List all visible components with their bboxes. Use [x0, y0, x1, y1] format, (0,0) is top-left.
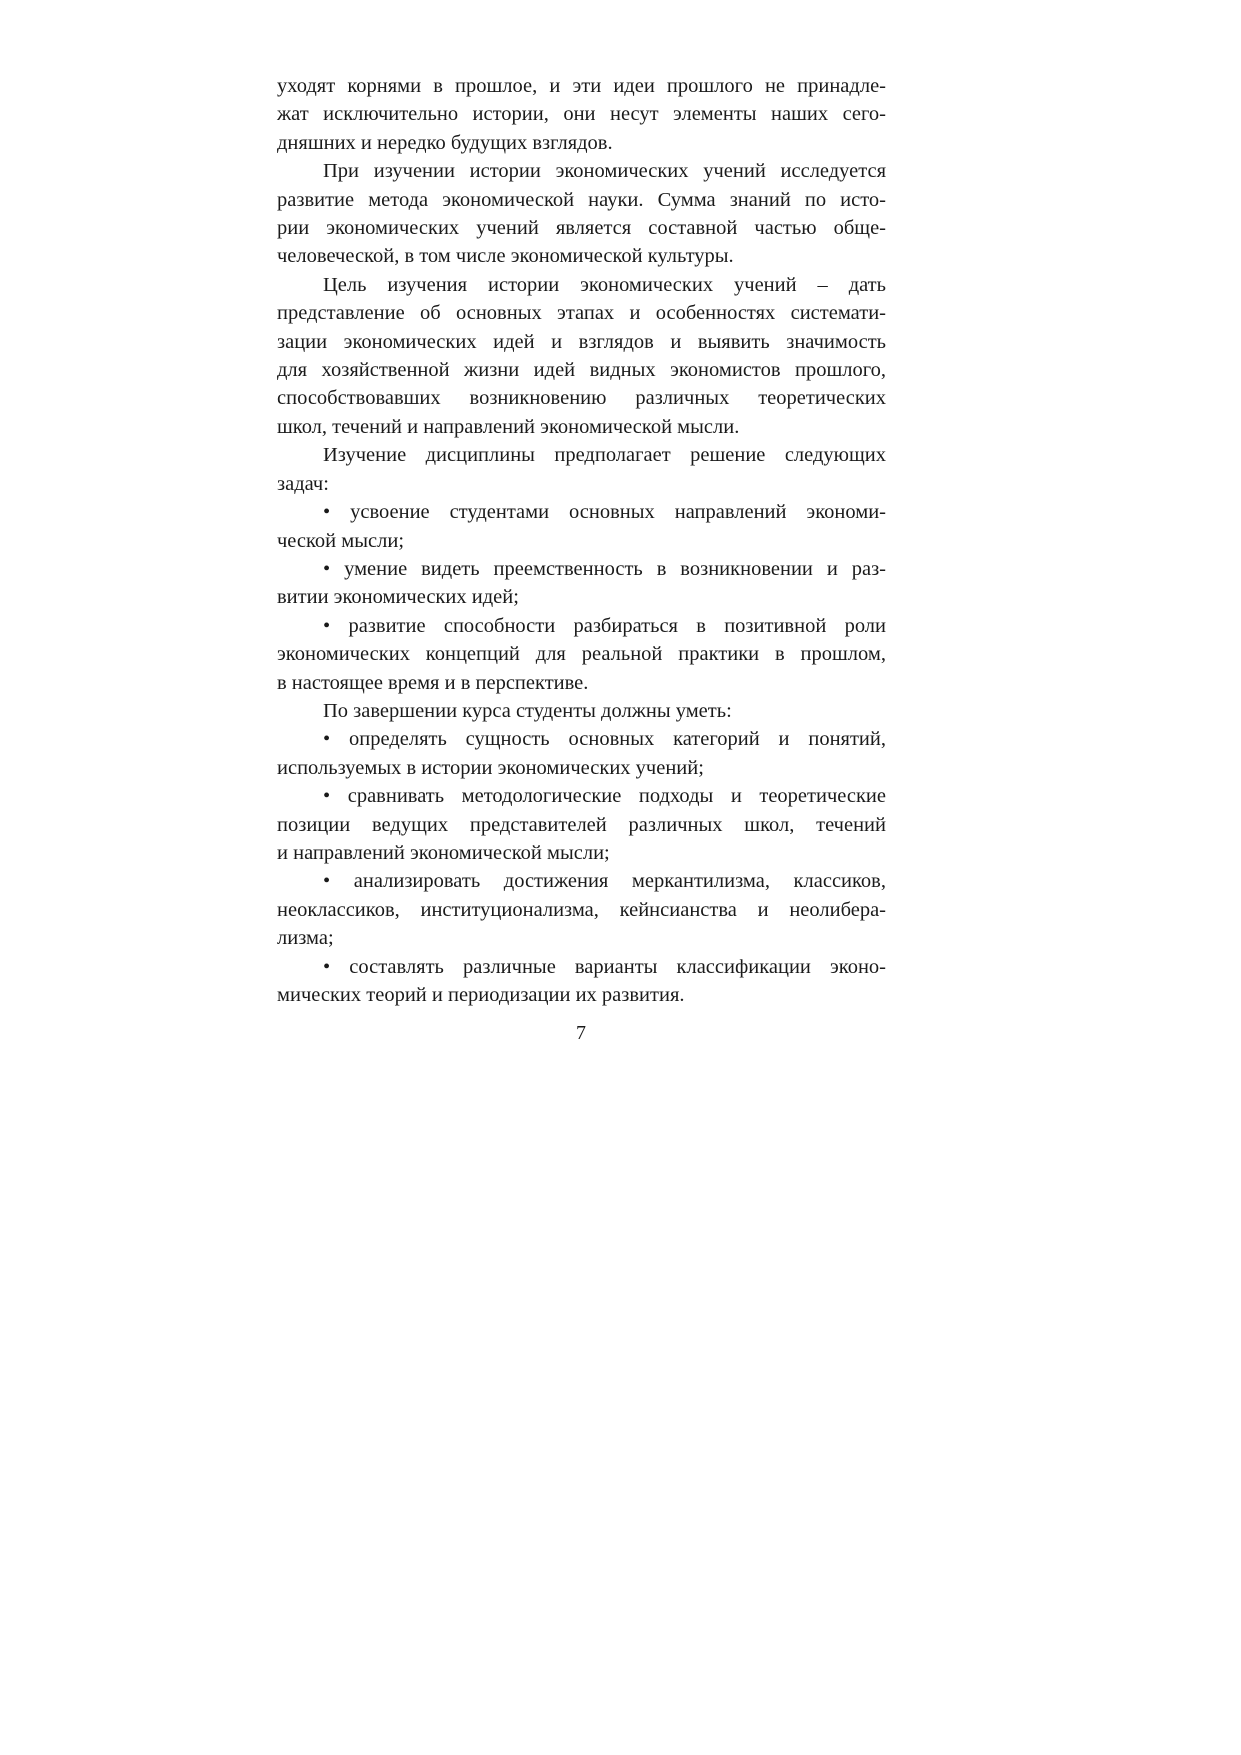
paragraph [277, 498, 886, 555]
page-number: 7 [576, 1022, 586, 1044]
paragraph [277, 72, 886, 157]
text-line: витии экономических идей; [277, 586, 519, 609]
paragraph [277, 782, 886, 867]
paragraph [277, 697, 886, 725]
body-text [277, 72, 886, 1009]
text-line: в настоящее время и в перспективе. [277, 671, 589, 694]
text-line: ческой мысли; [277, 529, 405, 552]
text-line: позиции ведущих представителей различных школ, течений [277, 813, 886, 836]
text-line: • усвоение студентами основных направлений экономи- [323, 501, 886, 524]
paragraph [277, 555, 886, 612]
text-line: лизма; [277, 927, 334, 950]
paragraph [277, 953, 886, 1010]
paragraph [277, 725, 886, 782]
text-line: • развитие способности разбираться в позитивной роли [323, 614, 886, 637]
text-line: • составлять различные варианты классификации эконо- [323, 955, 886, 978]
text-line: представление об основных этапах и особенностях системати- [277, 302, 886, 325]
text-line: для хозяйственной жизни идей видных экономистов прошлого, [277, 359, 886, 382]
text-line: экономических концепций для реальной практики в прошлом, [277, 643, 886, 666]
text-line: способствовавших возникновению различных теоретических [277, 387, 886, 410]
text-line: Цель изучения истории экономических учений – дать [323, 273, 886, 296]
paragraph [277, 157, 886, 271]
text-line: неоклассиков, институционализма, кейнсианства и неолибера- [277, 898, 886, 921]
paragraph [277, 271, 886, 441]
text-line: зации экономических идей и взглядов и выявить значимость [277, 330, 886, 353]
text-line: Изучение дисциплины предполагает решение следующих [323, 444, 886, 467]
text-line: человеческой, в том числе экономической культуры. [277, 245, 734, 268]
text-line: мических теорий и периодизации их развития. [277, 984, 685, 1006]
text-line: • определять сущность основных категорий и понятий, [323, 728, 886, 751]
text-line: дняшних и нередко будущих взглядов. [277, 131, 613, 154]
text-line: задач: [277, 472, 329, 495]
text-line: По завершении курса студенты должны уметь: [323, 699, 732, 722]
paragraph [277, 612, 886, 697]
text-line: жат исключительно истории, они несут элементы наших сего- [277, 103, 886, 126]
paragraph [277, 441, 886, 498]
text-line: школ, течений и направлений экономической мысли. [277, 415, 740, 438]
text-line: уходят корнями в прошлое, и эти идеи прошлого не принадле- [277, 75, 886, 97]
text-line: При изучении истории экономических учений исследуется [323, 160, 886, 183]
text-line: • сравнивать методологические подходы и теоретические [323, 785, 886, 808]
text-line: • анализировать достижения меркантилизма, классиков, [323, 870, 886, 893]
paragraph [277, 867, 886, 952]
text-line: • умение видеть преемственность в возникновении и раз- [323, 557, 886, 580]
text-line: развитие метода экономической науки. Сумма знаний по исто- [277, 188, 886, 211]
text-line: используемых в истории экономических учений; [277, 756, 704, 779]
text-line: и направлений экономической мысли; [277, 841, 610, 864]
text-line: рии экономических учений является составной частью обще- [277, 217, 886, 240]
